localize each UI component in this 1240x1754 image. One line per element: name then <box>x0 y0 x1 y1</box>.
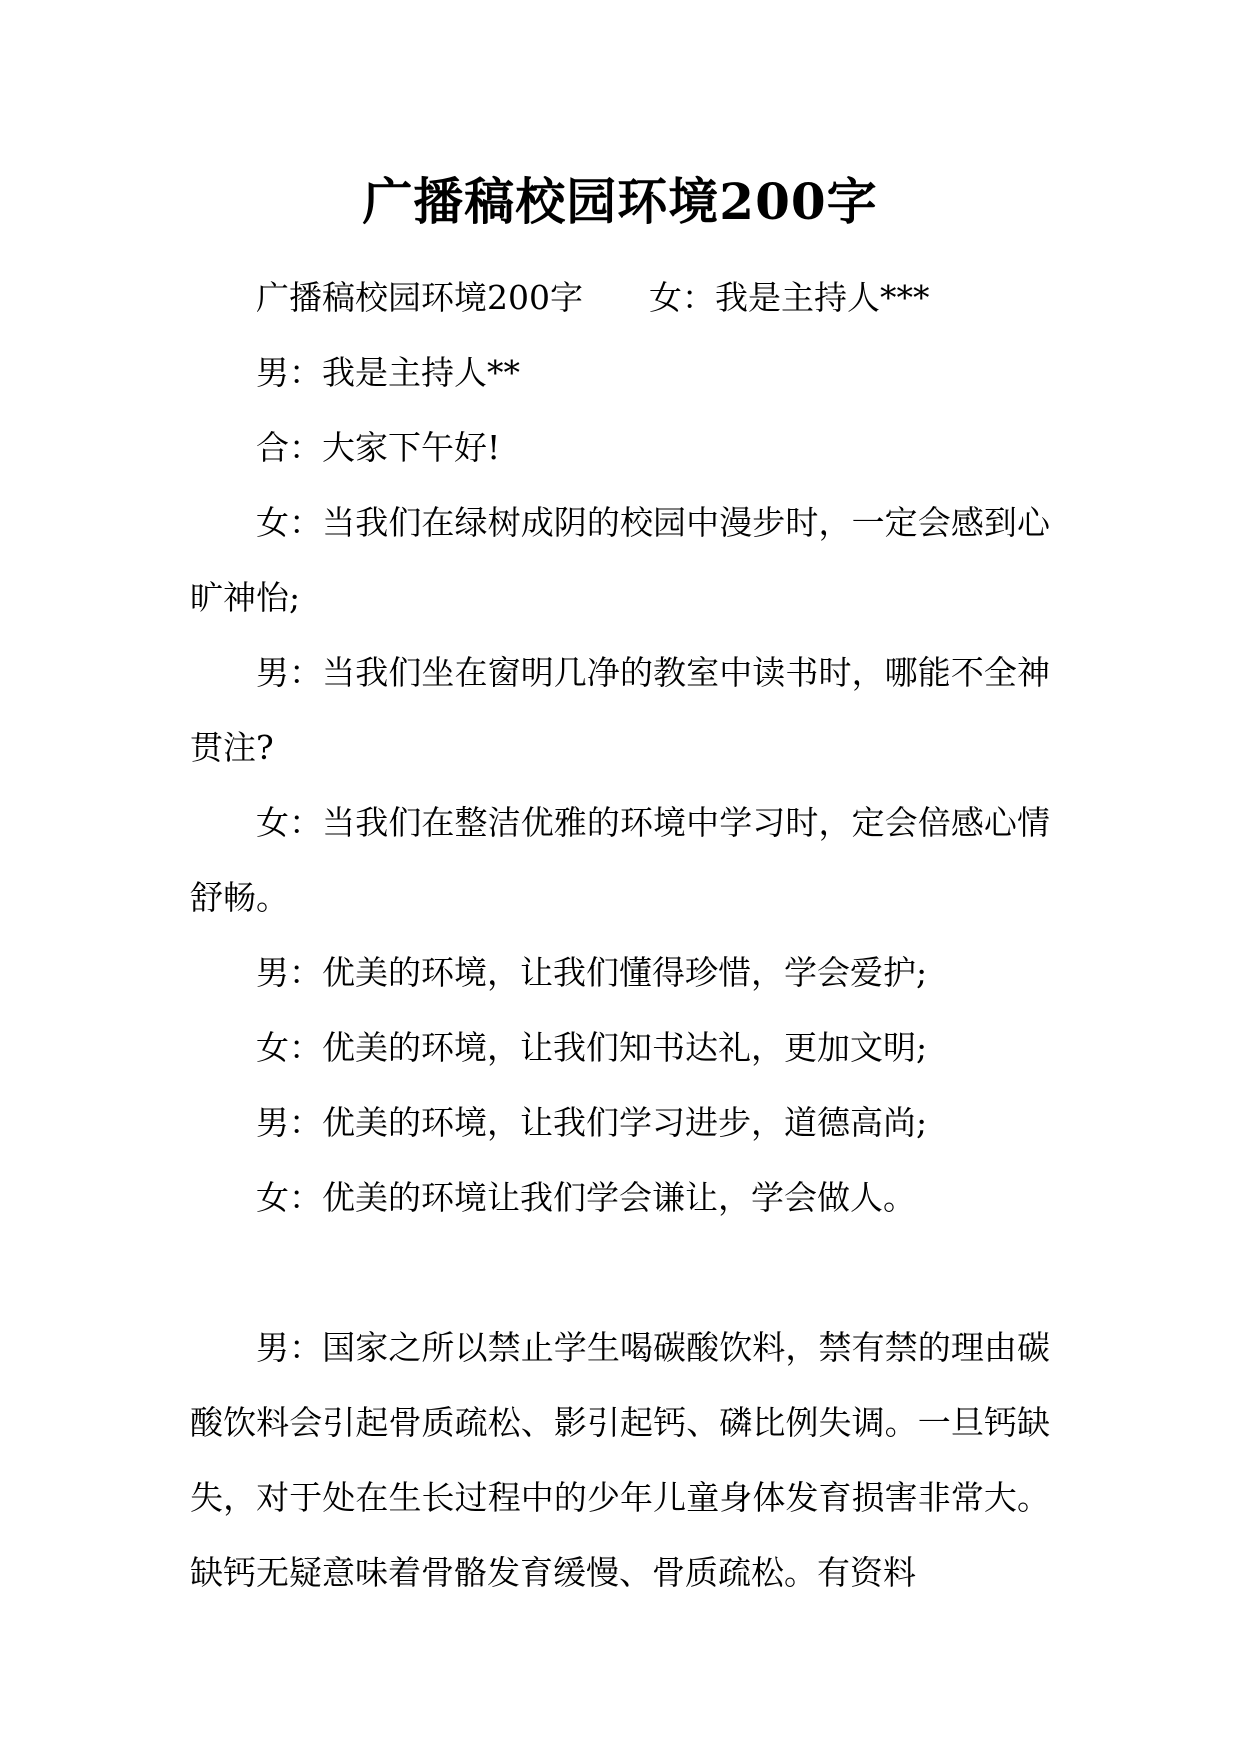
document-title: 广播稿校园环境200字 <box>362 172 878 231</box>
intro-female-host: 女：我是主持人*** <box>649 278 930 317</box>
paragraph: 女：当我们在绿树成阴的校园中漫步时，一定会感到心旷神怡; <box>190 503 1050 617</box>
intro-title-repeat: 广播稿校园环境200字 <box>256 278 583 317</box>
paragraph: 女：优美的环境，让我们知书达礼，更加文明; <box>256 1028 928 1067</box>
paragraph: 男：当我们坐在窗明几净的教室中读书时，哪能不全神贯注? <box>190 653 1050 767</box>
document-body <box>190 260 1050 1610</box>
paragraph-gap <box>190 1235 1050 1310</box>
paragraph: 女：当我们在整洁优雅的环境中学习时，定会倍感心情舒畅。 <box>190 803 1050 917</box>
paragraph: 男：我是主持人** <box>256 353 520 392</box>
paragraph: 合：大家下午好! <box>256 428 501 467</box>
paragraph-carbonated-drinks: 男：国家之所以禁止学生喝碳酸饮料，禁有禁的理由碳酸饮料会引起骨质疏松、影引起钙、磷比例失调。一旦钙缺失，对于处在生长过程中的少年儿童身体发育损害非常大。缺钙无疑意味着骨骼发育缓慢、骨质疏松。有资料 <box>190 1328 1050 1592</box>
paragraph: 男：优美的环境，让我们懂得珍惜，学会爱护; <box>256 953 928 992</box>
paragraph: 男：优美的环境，让我们学习进步，道德高尚; <box>256 1103 928 1142</box>
paragraph-intro <box>190 260 1050 335</box>
paragraph: 女：优美的环境让我们学会谦让，学会做人。 <box>256 1178 916 1217</box>
